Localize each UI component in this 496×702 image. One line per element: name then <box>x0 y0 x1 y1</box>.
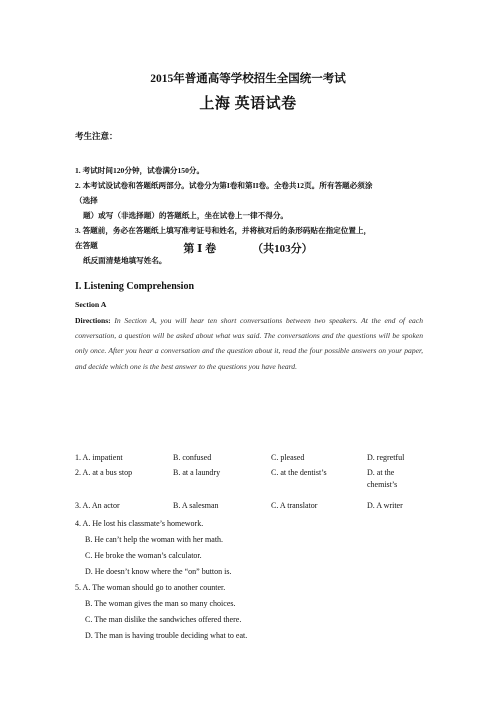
section-heading: I. Listening Comprehension <box>75 281 195 292</box>
notice-line: 题）或写（非选择题）的答题纸上，坐在试卷上一律不得分。 <box>83 211 289 220</box>
question-4 <box>75 516 423 580</box>
option: D. at the chemist’s <box>367 468 398 489</box>
option: B. at a laundry <box>173 468 221 477</box>
option: D. A writer <box>367 501 403 510</box>
option: D. He doesn’t know where the “on” button is. <box>85 567 232 576</box>
question-5 <box>75 580 423 644</box>
option: 4. A. He lost his classmate’s homework. <box>75 519 204 528</box>
part-score: （共103分） <box>252 243 313 255</box>
option: 3. A. An actor <box>75 501 120 510</box>
option: 5. A. The woman should go to another counter. <box>75 583 226 592</box>
directions-text: In Section A, you will hear ten short conversations between two speakers. At the end of each conversation, a question will be asked about what was said. The conversations and the questions will be spoken only once. After you hear a conversation and the question about it, read the four possible answers on your paper, and decide which one is the best answer to the questions you have heard. <box>75 316 424 371</box>
option: B. confused <box>173 453 212 462</box>
option: D. regretful <box>367 453 405 462</box>
exam-title: 2015年普通高等学校招生全国统一考试 <box>150 73 346 85</box>
option: C. pleased <box>271 453 305 462</box>
option: C. He broke the woman’s calculator. <box>85 551 202 560</box>
part-name: 第 Ⅰ 卷 <box>183 243 217 255</box>
notice-line: 在答题 <box>75 241 98 250</box>
notice-line: 2. 本考试设试卷和答题纸两部分。试卷分为第I卷和第II卷。全卷共12页。所有答题必须涂 <box>75 181 373 190</box>
subsection-heading: Section A <box>75 300 107 309</box>
option: 2. A. at a bus stop <box>75 468 133 477</box>
question-1 <box>75 452 423 464</box>
option: B. He can’t help the woman with her math. <box>85 535 224 544</box>
option: D. The man is having trouble deciding what to eat. <box>85 631 248 640</box>
notice-line: （选择 <box>75 196 98 205</box>
option: C. at the dentist’s <box>271 468 327 477</box>
notice-line: 3. 答题前，务必在答题纸上填写准考证号和姓名，并将核对后的条形码贴在指定位置上， <box>75 226 372 235</box>
option: B. A salesman <box>173 501 219 510</box>
question-2 <box>75 467 423 491</box>
part-title <box>0 240 496 256</box>
directions-paragraph <box>75 313 423 374</box>
option: B. The woman gives the man so many choices. <box>85 599 236 608</box>
notice-line: 1. 考试时间120分钟，试卷满分150分。 <box>75 166 205 175</box>
notice-heading: 考生注意： <box>75 131 118 141</box>
notice-line: 纸反面清楚地填写姓名。 <box>83 256 167 265</box>
paper-title: 上海 英语试卷 <box>199 96 297 112</box>
option: C. A translator <box>271 501 318 510</box>
option: C. The man dislike the sandwiches offered there. <box>85 615 242 624</box>
directions-label: Directions: <box>75 316 111 325</box>
question-3 <box>75 500 423 512</box>
option: 1. A. impatient <box>75 453 123 462</box>
